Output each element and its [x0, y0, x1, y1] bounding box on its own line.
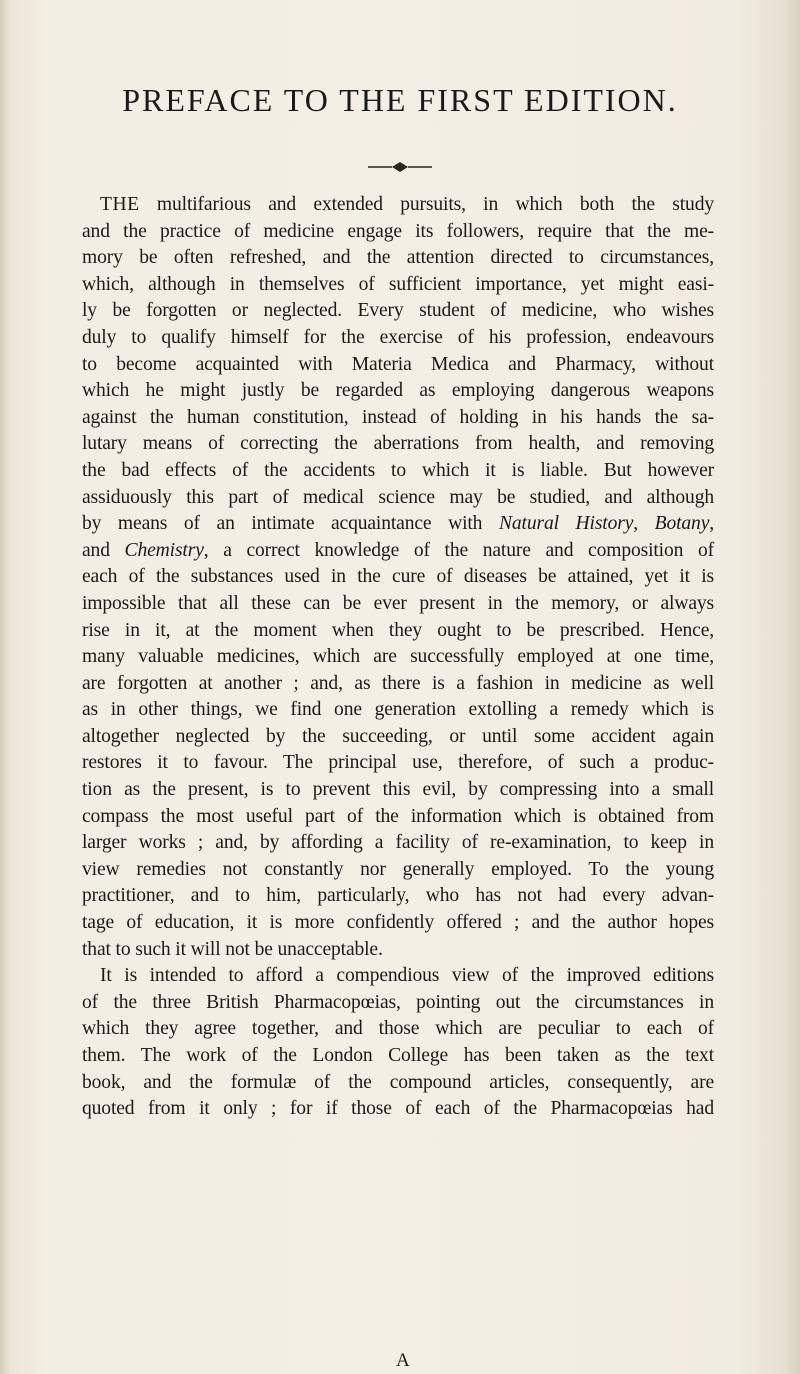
text-line: altogether neglected by the succeeding, or until some accident again	[82, 725, 714, 747]
paragraph-2	[82, 963, 714, 1123]
page-edge-shadow-right	[786, 0, 800, 1374]
text-line	[82, 538, 714, 565]
text-line: many valuable medicines, which are successfully employed at one time,	[82, 646, 714, 668]
text-run: ,	[633, 513, 655, 535]
text-line: view remedies not constantly nor generally employed. To the young	[82, 858, 714, 880]
italic-term: Chemistry	[124, 539, 204, 561]
text-line: as in other things, we find one generation extolling a remedy which is	[82, 699, 714, 721]
text-line: book, and the formulæ of the compound articles, consequently, are	[82, 1071, 714, 1093]
text-run: by means of an intimate acquaintance with	[82, 513, 499, 535]
text-line: practitioner, and to him, particularly, who has not had every advan-	[82, 885, 714, 907]
text-line: the bad effects of the accidents to which it is liable. But however	[82, 459, 714, 481]
page-edge-shadow-left	[0, 0, 10, 1374]
text-line: assiduously this part of medical science may be studied, and although	[82, 486, 714, 508]
text-line: restores it to favour. The principal use, therefore, of such a produc-	[82, 752, 714, 774]
text-line	[82, 192, 714, 219]
text-line-rest: multifarious and extended pursuits, in which both the study	[139, 194, 714, 215]
signature-mark: A	[396, 1350, 410, 1371]
paragraph-1	[82, 192, 714, 963]
text-line: and the practice of medicine engage its followers, require that the me-	[82, 220, 714, 242]
text-line: impossible that all these can be ever present in the memory, or always	[82, 592, 714, 614]
page-title: PREFACE TO THE FIRST EDITION.	[122, 82, 678, 118]
text-line: lutary means of correcting the aberrations from health, and removing	[82, 433, 714, 455]
paragraph-lead-word: THE	[100, 194, 140, 215]
text-line: them. The work of the London College has been taken as the text	[82, 1045, 714, 1066]
text-line: each of the substances used in the cure of diseases be attained, yet it is	[82, 566, 714, 588]
ornamental-rule-icon	[368, 161, 432, 173]
text-run: , a correct knowledge of the nature and composition of	[203, 539, 714, 561]
text-line: quoted from it only ; for if those of each of the Pharmacopœias had	[82, 1098, 714, 1120]
text-line: that to such it will not be unacceptable.	[82, 938, 383, 960]
text-line	[82, 511, 714, 538]
italic-term: Botany	[654, 513, 710, 535]
text-run: and	[82, 539, 125, 561]
text-line: against the human constitution, instead of holding in his hands the sa-	[82, 406, 714, 428]
text-line: which they agree together, and those which are peculiar to each of	[82, 1018, 714, 1040]
text-line: It is intended to afford a compendious view of the improved editions	[100, 965, 714, 987]
text-line: mory be often refreshed, and the attention directed to circumstances,	[82, 247, 714, 269]
text-line: to become acquainted with Materia Medica and Pharmacy, without	[82, 353, 714, 375]
text-line: of the three British Pharmacopœias, pointing out the circumstances in	[82, 991, 714, 1013]
text-line: compass the most useful part of the information which is obtained from	[82, 805, 714, 827]
text-line: tion as the present, is to prevent this evil, by compressing into a small	[82, 779, 714, 801]
preface-body	[82, 192, 714, 1123]
text-run: ,	[709, 513, 715, 535]
text-line: rise in it, at the moment when they ought to be prescribed. Hence,	[82, 619, 714, 641]
text-line: which he might justly be regarded as employing dangerous weapons	[82, 380, 714, 402]
text-line: ly be forgotten or neglected. Every student of medicine, who wishes	[82, 300, 714, 322]
italic-term: Natural History	[498, 513, 634, 535]
text-line: are forgotten at another ; and, as there is a fashion in medicine as well	[82, 672, 714, 694]
text-line: larger works ; and, by affording a facility of re-examination, to keep in	[82, 832, 714, 854]
text-line: which, although in themselves of sufficient importance, yet might easi-	[82, 273, 714, 295]
text-line: duly to qualify himself for the exercise of his profession, endeavours	[82, 326, 714, 348]
text-line: tage of education, it is more confidently offered ; and the author hopes	[82, 912, 714, 934]
